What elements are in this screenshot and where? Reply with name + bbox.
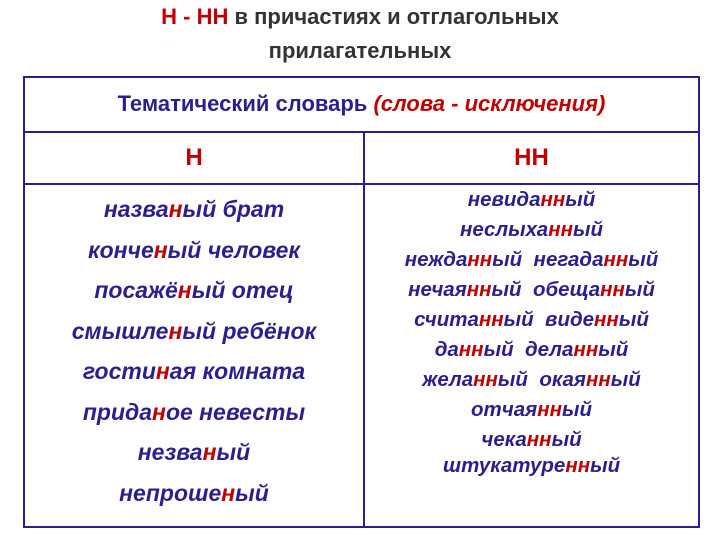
word-item: непрошеный bbox=[119, 479, 269, 506]
title-line-1 bbox=[0, 0, 720, 34]
dictionary-heading-text: Тематический словарь bbox=[117, 91, 374, 116]
dictionary-subheading: (слова - исключения) bbox=[373, 91, 606, 116]
word-item: посажёный отец bbox=[94, 277, 294, 303]
word-item: считанный виденный bbox=[414, 308, 649, 331]
page-title bbox=[0, 0, 720, 68]
word-item: конченый человек bbox=[87, 236, 301, 263]
title-line-1-text: в причастиях и отглагольных bbox=[228, 4, 559, 29]
word-item: желанный окаянный bbox=[422, 368, 641, 391]
word-item: приданое невесты bbox=[82, 398, 306, 425]
dictionary-table bbox=[23, 76, 700, 528]
word-item: неслыханный bbox=[459, 218, 604, 241]
word-item: штукатуренный bbox=[442, 454, 621, 477]
word-list-nn bbox=[365, 185, 698, 477]
word-item: невиданный bbox=[467, 188, 596, 211]
word-item: названый брат bbox=[103, 196, 285, 222]
word-item: чеканный bbox=[481, 428, 582, 451]
word-item: гостиная комната bbox=[82, 358, 306, 384]
word-item: данный деланный bbox=[434, 338, 629, 361]
title-prefix: Н - bbox=[161, 4, 197, 29]
dictionary-heading bbox=[25, 78, 698, 133]
word-item: незваный bbox=[137, 439, 251, 465]
column-header-nn: НН bbox=[514, 144, 549, 171]
title-highlight: НН bbox=[196, 4, 229, 29]
title-line-2: прилагательных bbox=[268, 38, 452, 63]
word-item: смышленый ребёнок bbox=[71, 317, 317, 344]
word-item: нечаянный обещанный bbox=[408, 278, 655, 301]
word-item: отчаянный bbox=[471, 398, 592, 421]
word-item: нежданный негаданный bbox=[404, 248, 659, 271]
column-header-n: Н bbox=[185, 144, 203, 171]
word-list-n bbox=[25, 185, 363, 513]
